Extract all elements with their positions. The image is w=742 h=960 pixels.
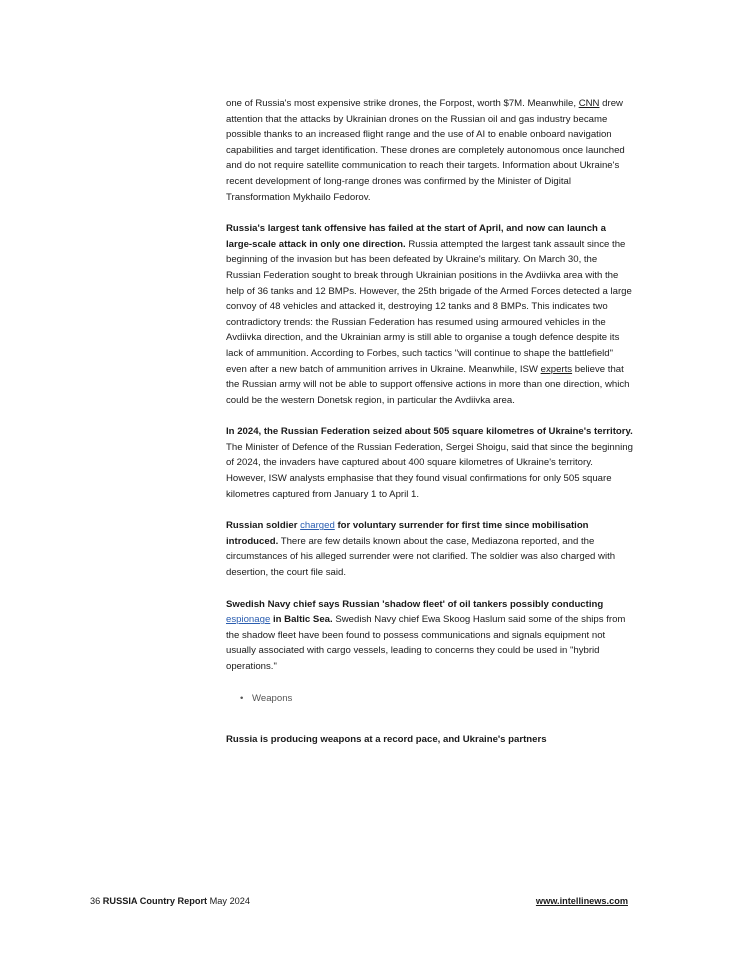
page-number: 36 [90,896,101,906]
text: one of Russia's most expensive strike drones, the Forpost, worth $7M. Meanwhile, [226,98,579,109]
paragraph-territory [226,424,634,502]
headline: Russia is producing weapons at a record pace, and Ukraine's partners [226,734,547,746]
paragraph-tank-offensive [226,221,634,408]
headline-part: Russian soldier [226,520,301,532]
report-title: RUSSIA Country Report [102,896,208,906]
link-charged[interactable]: charged [300,520,335,532]
text: Russia attempted the largest tank assault since the beginning of the invasion but has been defeated by Ukraine's military. On March 30, the Russian Federation sought to break through Ukrainian positions in the Avdiivka area with the help of 36 tanks and 12 BMPs. However, the 25th brigade of the Armed Forces detected a large convoy of 48 vehicles and attacked it, destroying 12 tanks and 8 BMPs. This indicates two contradictory trends: the Russian Federation has resumed using armoured vehicles in the Avdiivka direction, and the Ukrainian army is still able to organise a tough defence despite its lack of ammunition. According to Forbes, such tactics "will continue to shape the battlefield" even after a new batch of ammunition arrives in Ukraine. Meanwhile, ISW [226,238,632,375]
report-body [226,96,634,764]
headline: Russia's largest tank offensive has failed at the start of April, and now can launch a large-scale attack in only one direction. [226,223,606,250]
headline-part: for voluntary surrender for first time since mobilisation introduced. [226,520,589,547]
link-espionage[interactable]: espionage [226,614,271,626]
website-link[interactable]: www.intellinews.com [535,896,628,906]
text: believe that the Russian army will not be able to support offensive actions in more than one direction, which could be the western Donetsk region, in particular the Avdiivka area. [226,363,630,406]
headline: In 2024, the Russian Federation seized about 505 square kilometres of Ukraine's territory. [226,426,633,438]
headline-part: in Baltic Sea. [270,614,333,626]
page-footer [90,896,628,906]
paragraph-soldier [226,518,634,580]
paragraph-shadow-fleet [226,597,634,675]
link-experts[interactable]: experts [540,363,573,375]
paragraph-drones [226,96,634,205]
bullet-icon: • [240,692,244,704]
text: There are few details known about the case, Mediazona reported, and the circumstances of his alleged surrender were not clarified. The soldier was also charged with desertion, the court file said. [226,535,616,579]
footer-left [90,896,250,906]
report-date: May 2024 [209,896,251,906]
paragraph-weapons-production [226,732,634,748]
headline-part: Swedish Navy chief says Russian 'shadow fleet' of oil tankers possibly conducting [226,598,604,610]
text: Swedish Navy chief Ewa Skoog Haslum said some of the ships from the shadow fleet have been found to possess communications and signals equipment not usually associated with cargo vessels, leading to concerns they could be used in "hybrid operations." [226,614,626,672]
bullet-item-weapons [226,691,634,707]
text: drew attention that the attacks by Ukrainian drones on the Russian oil and gas industry became possible thanks to an increased flight range and the use of AI to enable onboard navigation capabilities and target identification. These drones are completely autonomous once launched and do not require satellite communication to reach their targets. Information about Ukraine's recent development of long-range drones was confirmed by the Minister of Digital Transformation Mykhailo Fedorov. [226,98,625,203]
link-cnn[interactable]: CNN [578,98,600,109]
bullet-label: Weapons [252,692,293,704]
text: The Minister of Defence of the Russian Federation, Sergei Shoigu, said that since the beginning of 2024, the invaders have captured about 400 square kilometres of Ukraine's territory. However, ISW analysts emphasise that they found visual confirmations for only 505 square kilometres captured from January 1 to April 1. [226,441,633,500]
